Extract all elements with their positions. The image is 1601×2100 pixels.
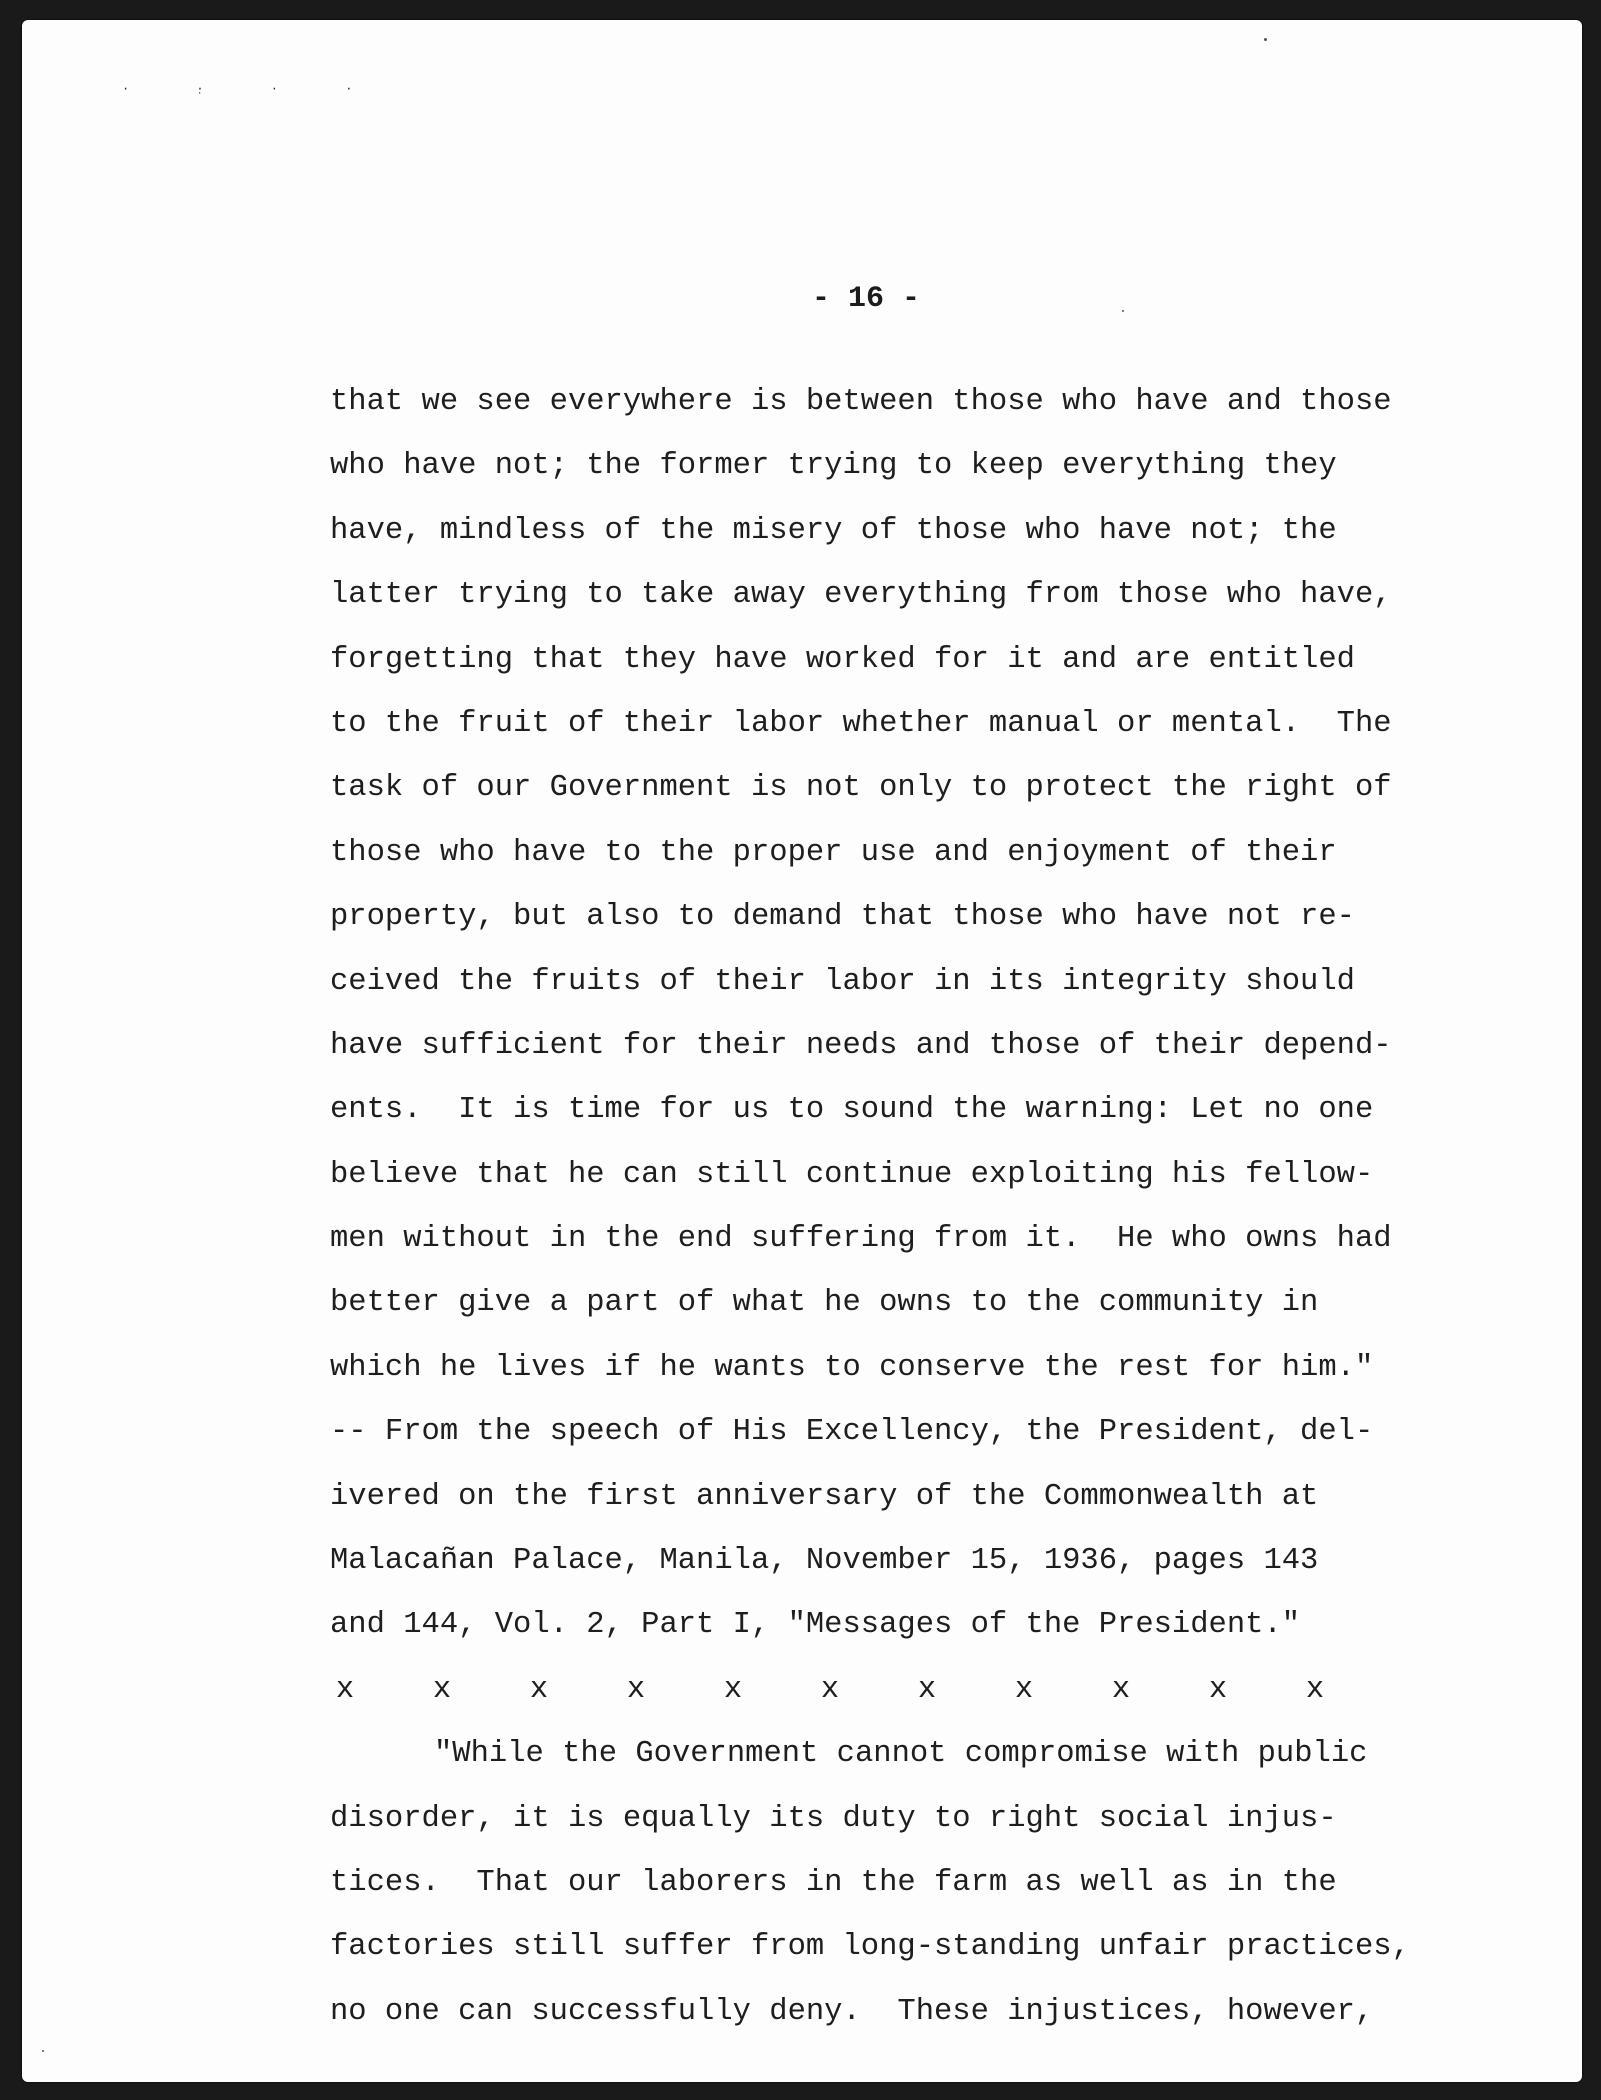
separator-mark: x <box>1014 1672 1034 1707</box>
text-line: better give a part of what he owns to the community in <box>330 1286 1319 1321</box>
paper-fleck <box>1264 38 1267 41</box>
separator-mark: x <box>626 1672 646 1707</box>
separator-mark: x <box>432 1672 452 1707</box>
text-line: ceived the fruits of their labor in its integrity should <box>330 964 1355 999</box>
separator-mark: x <box>723 1672 743 1707</box>
body-text <box>330 370 1510 2044</box>
text-line: that we see everywhere is between those who have and those <box>330 385 1392 419</box>
citation-line: -- From the speech of His Excellency, the President, del- <box>330 1415 1374 1450</box>
text-line: men without in the end suffering from it. He who owns had <box>330 1222 1392 1257</box>
page-number: - 16 - <box>812 282 921 316</box>
separator-mark: x <box>529 1672 549 1707</box>
text-line: latter trying to take away everything from those who have, <box>330 578 1392 613</box>
citation-line: Malacañan Palace, Manila, November 15, 1936, pages 143 <box>330 1544 1319 1579</box>
text-line: tices. That our laborers in the farm as well as in the <box>330 1865 1337 1900</box>
separator-mark: x <box>1111 1672 1131 1707</box>
text-line: forgetting that they have worked for it and are entitled <box>330 642 1355 677</box>
citation-line: ivered on the first anniversary of the Commonwealth at <box>330 1479 1319 1514</box>
text-line: those who have to the proper use and enjoyment of their <box>330 835 1337 870</box>
text-line: "While the Government cannot compromise with public <box>434 1737 1368 1772</box>
separator-mark: x <box>917 1672 937 1707</box>
text-line: to the fruit of their labor whether manual or mental. The <box>330 706 1392 741</box>
citation-line: and 144, Vol. 2, Part I, "Messages of the President." <box>330 1608 1301 1643</box>
paper-fleck <box>42 2050 44 2052</box>
page-specks: · ·̣ · · <box>122 82 383 96</box>
separator-mark: x <box>335 1672 355 1707</box>
text-line: factories still suffer from long-standing unfair practices, <box>330 1930 1410 1965</box>
text-line: have sufficient for their needs and those of their depend- <box>330 1028 1392 1063</box>
text-line: believe that he can still continue exploiting his fellow- <box>330 1157 1374 1192</box>
text-line: have, mindless of the misery of those who have not; the <box>330 513 1337 548</box>
text-line: property, but also to demand that those who have not re- <box>330 900 1355 935</box>
paper-fleck <box>1122 310 1124 312</box>
separator-mark: x <box>1305 1672 1325 1707</box>
section-separator <box>330 1658 1330 1722</box>
separator-mark: x <box>820 1672 840 1707</box>
separator-mark: x <box>1208 1672 1228 1707</box>
document-page <box>22 20 1582 2082</box>
text-line: disorder, it is equally its duty to right social injus- <box>330 1801 1337 1836</box>
text-line: ents. It is time for us to sound the warning: Let no one <box>330 1093 1374 1128</box>
text-line: who have not; the former trying to keep everything they <box>330 449 1337 484</box>
text-line: which he lives if he wants to conserve the rest for him." <box>330 1350 1374 1385</box>
text-line: task of our Government is not only to protect the right of <box>330 771 1392 806</box>
text-line: no one can successfully deny. These injustices, however, <box>330 1994 1374 2029</box>
